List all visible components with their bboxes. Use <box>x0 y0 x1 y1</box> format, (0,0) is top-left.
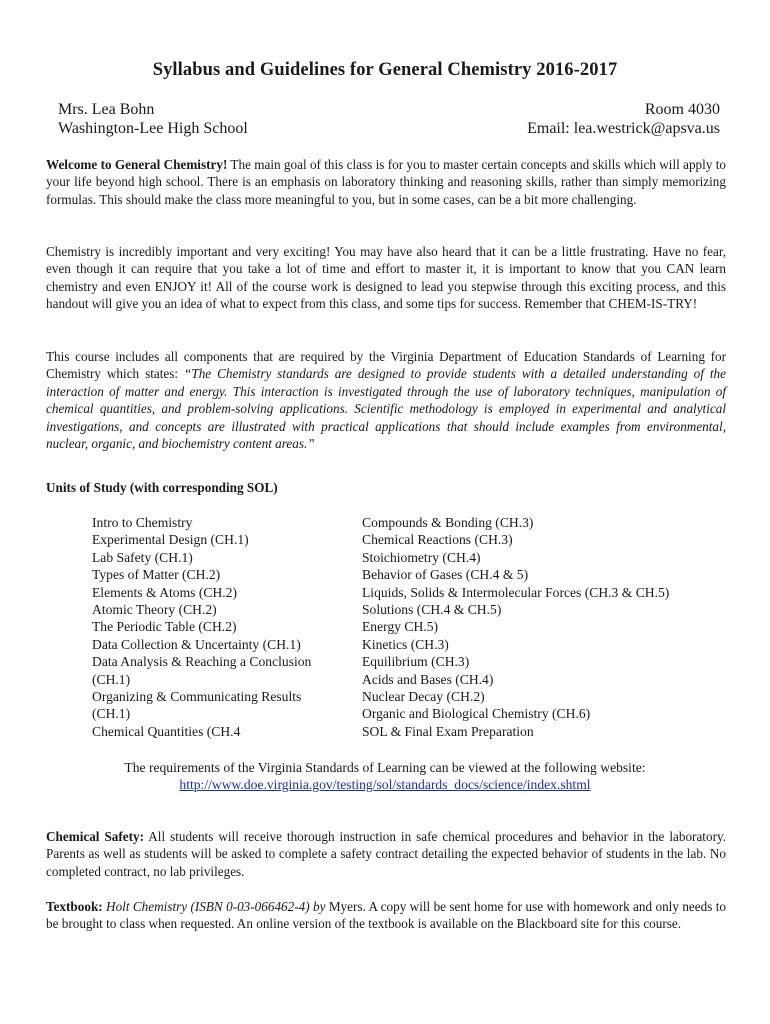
sol-website-link[interactable]: http://www.doe.virginia.gov/testing/sol/standards_docs/science/index.shtml <box>179 777 591 792</box>
safety-text: All students will receive thorough instruction in safe chemical procedures and behavior in the laboratory. Parents as well as students will be asked to complete a safety contract detailing the expected behavior of students in the lab. No completed contract, no lab privileges. <box>46 829 726 879</box>
unit-item: Types of Matter (CH.2) <box>92 567 221 583</box>
unit-item: Lab Safety (CH.1) <box>92 549 193 565</box>
unit-item: Intro to Chemistry <box>92 515 193 530</box>
safety-paragraph <box>46 828 726 880</box>
unit-item: The Periodic Table (CH.2) <box>92 619 237 635</box>
unit-item: Organizing & Communicating Results <box>92 689 302 705</box>
units-left-column <box>92 514 342 740</box>
welcome-text: The main goal of this class is for you to master certain concepts and skills which will apply to your life beyond high school. There is an emphasis on laboratory thinking and reasoning skills, rather than simply memorizing formulas. This should make the class more meaningful to you, but in some cases, can be a bit more challenging. <box>46 157 726 207</box>
website-intro: The requirements of the Virginia Standards of Learning can be viewed at the following website: <box>124 760 646 775</box>
teacher-name: Mrs. Lea Bohn <box>58 101 155 118</box>
importance-paragraph: Chemistry is incredibly important and very exciting! You may have also heard that it can be a little frustrating. Have no fear, even though it can require that you take a lot of time and effort to master it, it is important to know that you CAN learn chemistry and even ENJOY it! All of the course work is designed to lead you stepwise through this exciting process, and this handout will give you an idea of what to expect from this class, and some tips for success. Remember that CHEM-IS-TRY! <box>46 244 726 312</box>
unit-item: Organic and Biological Chemistry (CH.6) <box>362 706 591 722</box>
textbook-title: Holt Chemistry (ISBN 0-03-066462-4) by <box>102 899 326 914</box>
units-right-column <box>362 514 722 740</box>
document-title: Syllabus and Guidelines for General Chemistry 2016-2017 <box>152 60 618 80</box>
school-name: Washington-Lee High School <box>58 120 248 137</box>
unit-item: Compounds & Bonding (CH.3) <box>362 515 534 530</box>
unit-item: Elements & Atoms (CH.2) <box>92 584 237 600</box>
unit-item: Nuclear Decay (CH.2) <box>362 689 485 705</box>
welcome-paragraph <box>46 156 726 208</box>
standards-quote: “The Chemistry standards are designed to provide students with a detailed understanding of the interaction of matter and energy. This interaction is investigated through the use of laboratory techniques, manipulation of chemical quantities, and problem-solving applications. Scientific methodology is employed in experimental and analytical investigations, and concepts are illustrated with practical applications that should include examples from environmental, nuclear, organic, and biochemistry content areas.” <box>46 366 727 452</box>
unit-item: Equilibrium (CH.3) <box>362 654 470 670</box>
units-heading: Units of Study (with corresponding SOL) <box>46 480 278 495</box>
standards-paragraph <box>46 348 726 452</box>
unit-item: (CH.1) <box>92 671 131 687</box>
unit-item: Behavior of Gases (CH.4 & 5) <box>362 567 529 583</box>
textbook-text: Myers. A copy will be sent home for use with homework and only needs to be brought to class when requested. An online version of the textbook is available on the Blackboard site for this course. <box>46 899 726 932</box>
welcome-lead: Welcome to General Chemistry! <box>46 157 228 172</box>
teacher-block <box>58 100 248 138</box>
standards-text: This course includes all components that are required by the Virginia Department of Education Standards of Learning for Chemistry which states: <box>46 349 726 382</box>
unit-item: Experimental Design (CH.1) <box>92 532 249 548</box>
unit-item: Solutions (CH.4 & CH.5) <box>362 602 502 618</box>
safety-lead: Chemical Safety: <box>46 829 145 844</box>
textbook-lead: Textbook: <box>46 899 103 914</box>
unit-item: Chemical Quantities (CH.4 <box>92 723 241 739</box>
unit-item: Energy CH.5) <box>362 619 439 635</box>
unit-item: SOL & Final Exam Preparation <box>362 723 534 739</box>
unit-item: Stoichiometry (CH.4) <box>362 549 481 565</box>
unit-item: Atomic Theory (CH.2) <box>92 602 217 618</box>
unit-item: Data Analysis & Reaching a Conclusion <box>92 654 312 670</box>
room-number: Room 4030 <box>644 101 720 118</box>
unit-item: (CH.1) <box>92 706 131 722</box>
email-address: Email: lea.westrick@apsva.us <box>527 120 720 137</box>
textbook-paragraph <box>46 898 726 933</box>
unit-item: Liquids, Solids & Intermolecular Forces (CH.3 & CH.5) <box>362 584 670 600</box>
unit-item: Chemical Reactions (CH.3) <box>362 532 513 548</box>
unit-item: Data Collection & Uncertainty (CH.1) <box>92 636 301 652</box>
unit-item: Acids and Bases (CH.4) <box>362 671 494 687</box>
unit-item: Kinetics (CH.3) <box>362 636 449 652</box>
website-link-line <box>0 776 770 793</box>
contact-block <box>527 100 720 138</box>
